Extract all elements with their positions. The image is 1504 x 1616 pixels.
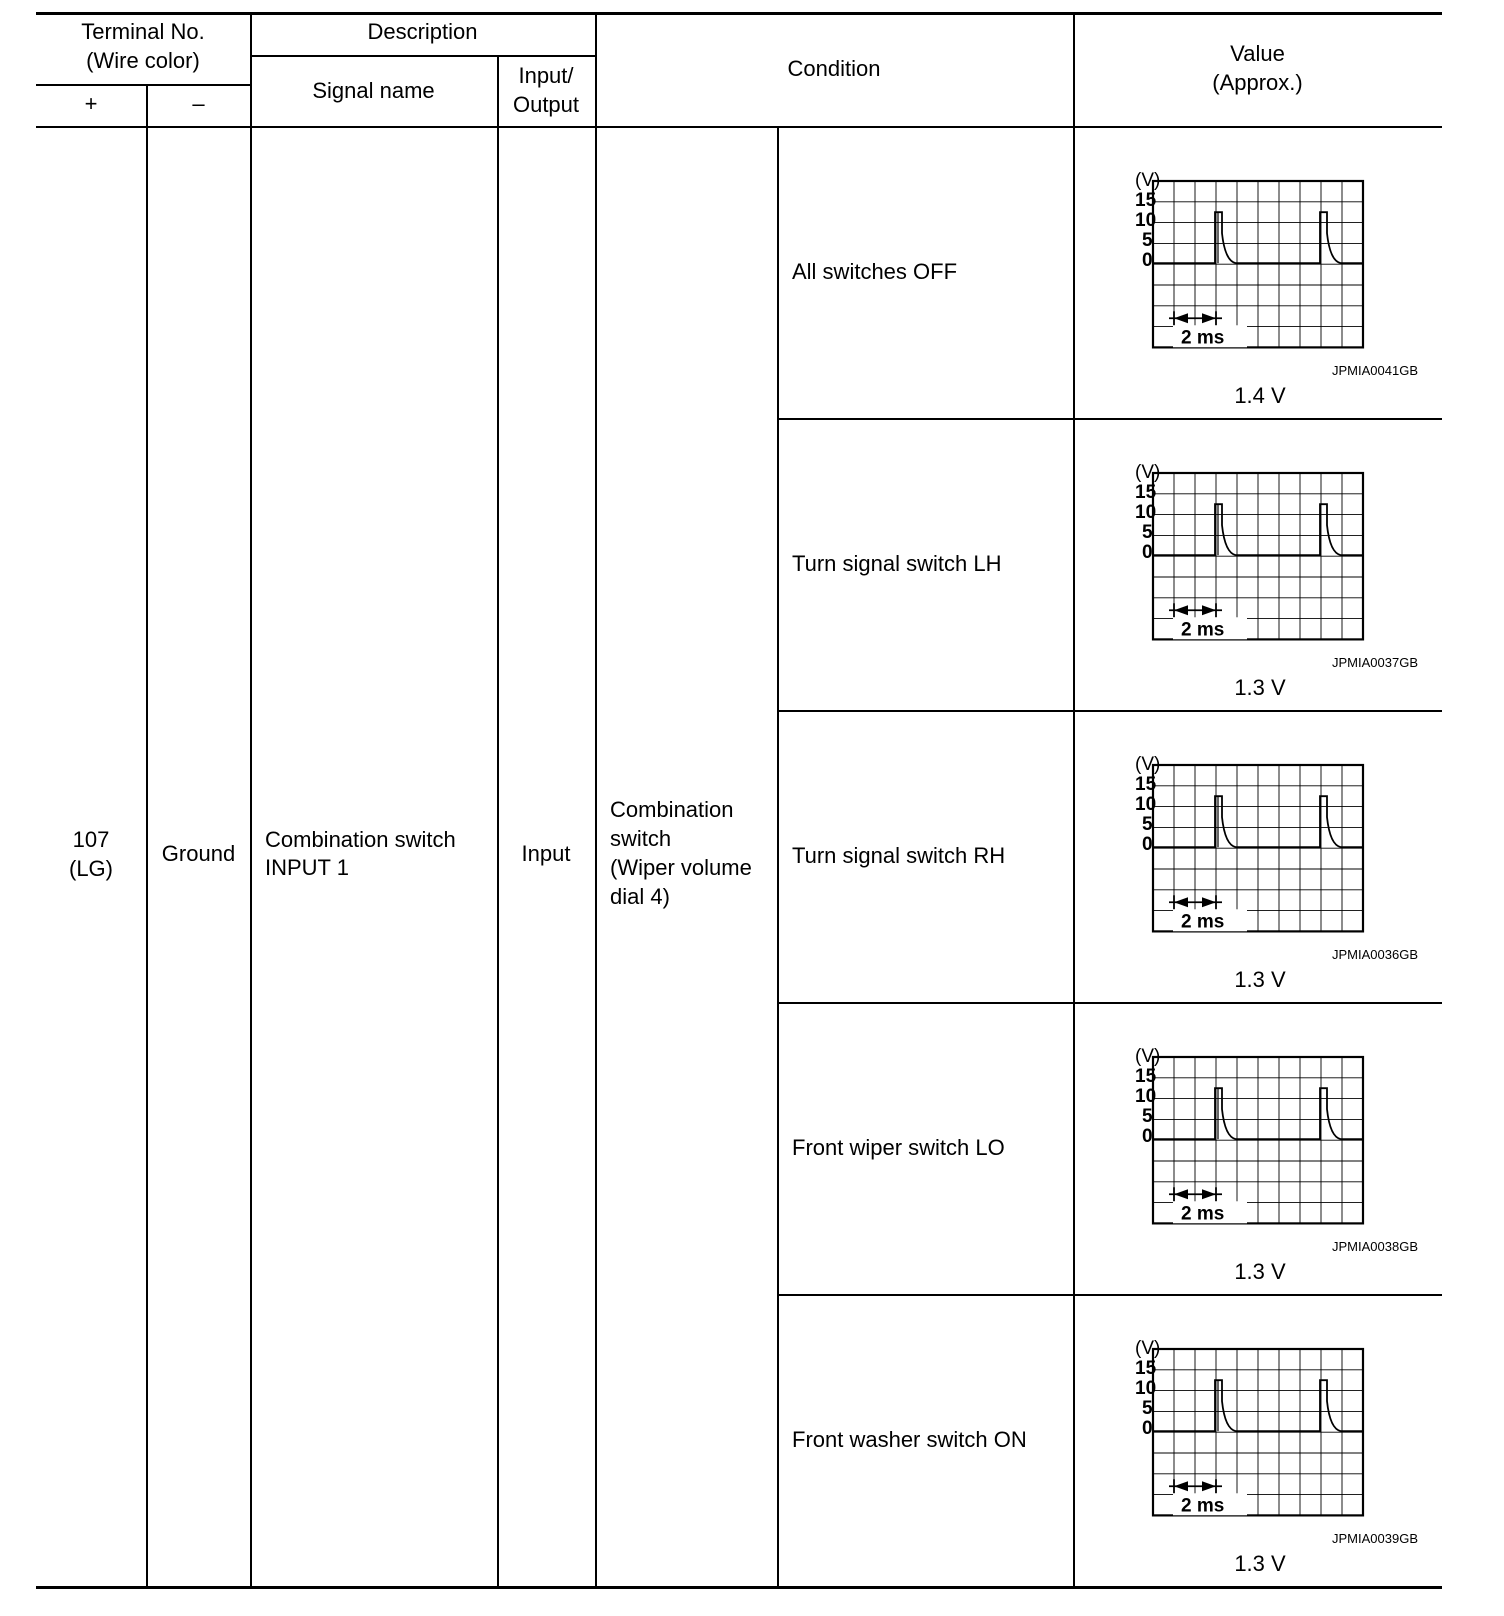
value-text: 1.3 V xyxy=(1234,967,1286,992)
condition-main-4: dial 4) xyxy=(610,884,670,909)
scope-axis-label: 5 xyxy=(1142,230,1153,251)
io-value: Input xyxy=(521,841,571,866)
figure-code: JPMIA0041GB xyxy=(1332,363,1418,378)
condition-label: Front washer switch ON xyxy=(792,1427,1027,1452)
scope-axis-label: 10 xyxy=(1135,210,1157,231)
condition-main-1: Combination xyxy=(610,797,734,822)
figure-code: JPMIA0038GB xyxy=(1332,1239,1418,1254)
time-scale-label: 2 ms xyxy=(1181,911,1225,933)
scope-axis-label: 5 xyxy=(1142,1106,1153,1127)
table-bottom-border xyxy=(36,1586,1442,1589)
scope-axis-label: 5 xyxy=(1142,522,1153,543)
value-text: 1.3 V xyxy=(1234,1551,1286,1576)
col-divider-condition xyxy=(777,127,779,1587)
col-divider-plus-minus xyxy=(146,85,148,1587)
value-text: 1.4 V xyxy=(1234,383,1286,408)
header-input-output-1: Input/ xyxy=(518,63,574,88)
scope-axis-label: 15 xyxy=(1135,774,1157,795)
header-rule-terminal xyxy=(36,84,250,86)
scope-axis-label: 5 xyxy=(1142,1398,1153,1419)
figure-code: JPMIA0039GB xyxy=(1332,1531,1418,1546)
time-scale-label: 2 ms xyxy=(1181,619,1225,641)
header-input-output-2: Output xyxy=(512,92,580,117)
time-scale-marker xyxy=(1169,1187,1222,1201)
col-divider-value xyxy=(1073,14,1075,1587)
header-terminal-no: Terminal No. xyxy=(81,19,205,44)
header-plus: + xyxy=(84,91,98,116)
scope-axis-label: (V) xyxy=(1135,462,1161,483)
header-signal-name: Signal name xyxy=(312,78,435,103)
scope-axis-label: 15 xyxy=(1135,190,1157,211)
header-value-2: (Approx.) xyxy=(1212,70,1303,95)
scope-axis-label: 15 xyxy=(1135,1358,1157,1379)
col-divider-terminal xyxy=(250,14,252,1587)
value-text: 1.3 V xyxy=(1234,1259,1286,1284)
header-bottom-rule xyxy=(36,126,1442,128)
table-top-border xyxy=(36,12,1442,15)
scope-axis-label: 0 xyxy=(1142,1418,1153,1439)
terminal-number: 107 xyxy=(72,827,110,852)
row-divider-2 xyxy=(777,710,1442,712)
row-divider-1 xyxy=(777,418,1442,420)
figure-code: JPMIA0037GB xyxy=(1332,655,1418,670)
header-minus: – xyxy=(192,91,205,116)
condition-label: All switches OFF xyxy=(792,259,958,284)
header-rule-description xyxy=(250,55,595,57)
scope-axis-label: 5 xyxy=(1142,814,1153,835)
condition-label: Turn signal switch LH xyxy=(792,551,1002,576)
condition-main-3: (Wiper volume xyxy=(610,855,752,880)
time-scale-marker xyxy=(1169,311,1222,325)
condition-label: Front wiper switch LO xyxy=(792,1135,1005,1160)
header-wire-color: (Wire color) xyxy=(86,48,200,73)
col-divider-io xyxy=(595,14,597,1587)
time-scale-marker xyxy=(1169,895,1222,909)
condition-label: Turn signal switch RH xyxy=(792,843,1006,868)
scope-axis-label: 0 xyxy=(1142,542,1153,563)
scope-axis-label: 15 xyxy=(1135,482,1157,503)
row-divider-4 xyxy=(777,1294,1442,1296)
scope-axis-label: (V) xyxy=(1135,754,1161,775)
scope-axis-label: (V) xyxy=(1135,170,1161,191)
scope-axis-label: 15 xyxy=(1135,1066,1157,1087)
scope-axis-label: (V) xyxy=(1135,1338,1161,1359)
col-divider-signal xyxy=(497,55,499,1587)
time-scale-label: 2 ms xyxy=(1181,1495,1225,1517)
terminal-wire-color: (LG) xyxy=(69,856,113,881)
scope-axis-label: 0 xyxy=(1142,834,1153,855)
condition-main-2: switch xyxy=(610,826,672,851)
scope-axis-label: 10 xyxy=(1135,794,1157,815)
time-scale-label: 2 ms xyxy=(1181,1203,1225,1225)
scope-axis-label: 10 xyxy=(1135,502,1157,523)
signal-name-line-1: Combination switch xyxy=(265,827,456,852)
row-divider-3 xyxy=(777,1002,1442,1004)
time-scale-marker xyxy=(1169,1479,1222,1493)
header-value-1: Value xyxy=(1230,41,1285,66)
figure-code: JPMIA0036GB xyxy=(1332,947,1418,962)
scope-axis-label: 10 xyxy=(1135,1378,1157,1399)
terminal-ground: Ground xyxy=(161,841,236,866)
time-scale-marker xyxy=(1169,603,1222,617)
signal-name-line-2: INPUT 1 xyxy=(265,855,349,880)
header-description: Description xyxy=(367,19,478,44)
scope-axis-label: (V) xyxy=(1135,1046,1161,1067)
value-text: 1.3 V xyxy=(1234,675,1286,700)
scope-axis-label: 10 xyxy=(1135,1086,1157,1107)
scope-axis-label: 0 xyxy=(1142,1126,1153,1147)
time-scale-label: 2 ms xyxy=(1181,327,1225,349)
scope-axis-label: 0 xyxy=(1142,250,1153,271)
header-condition: Condition xyxy=(787,56,881,81)
